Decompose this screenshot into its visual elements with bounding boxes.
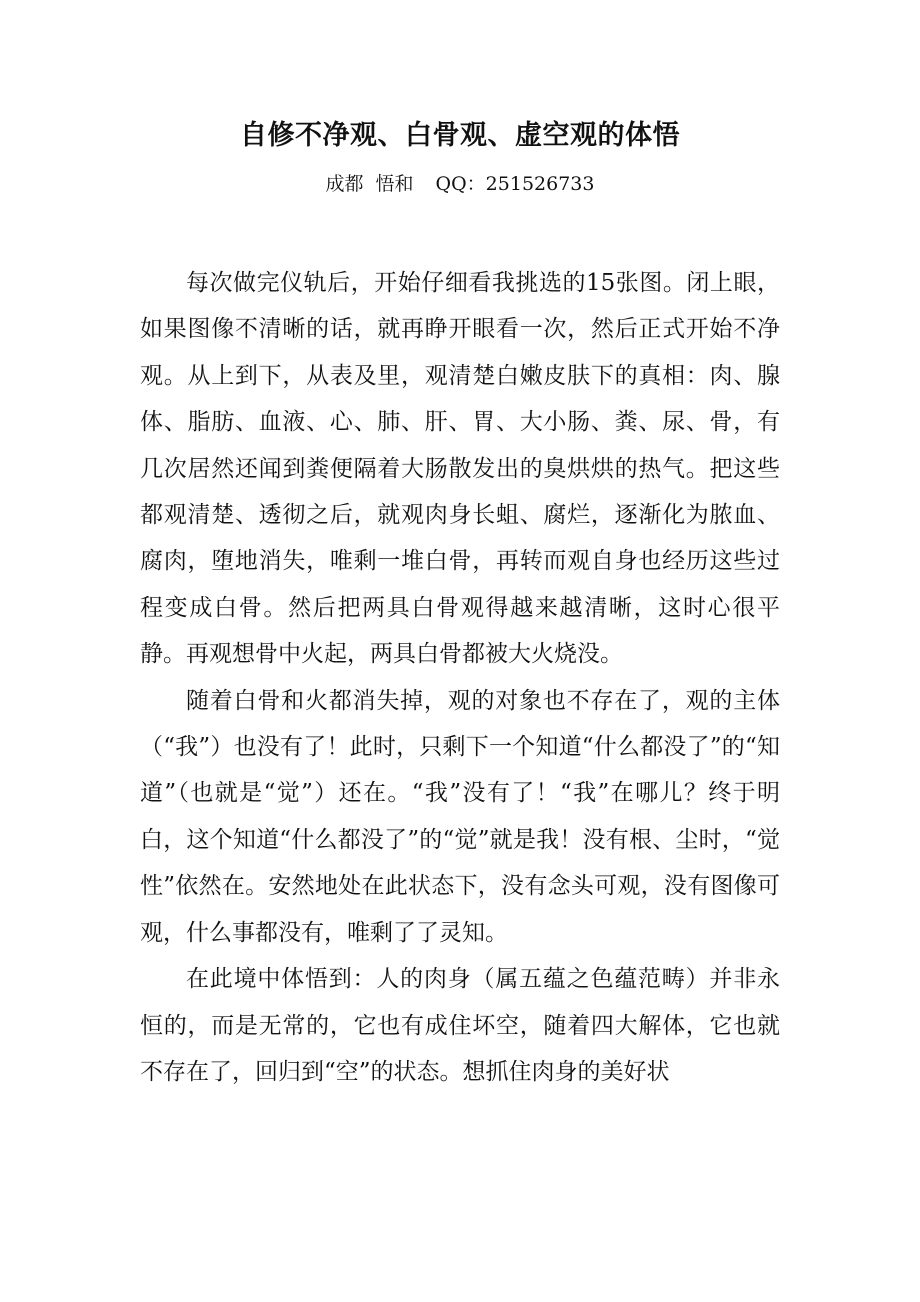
byline-place: 成都 bbox=[325, 173, 364, 195]
paragraph-2: 随着白骨和火都消失掉，观的对象也不存在了，观的主体（“我”）也没有了！此时，只剩下一个知道“什么都没了”的“知道”（也就是“觉”）还在。“我”没有了！“我”在哪儿？终于明白，这个知道“什么都没了”的“觉”就是我！没有根、尘时，“觉性”依然在。安然地处在此状态下，没有念头可观，没有图像可观，什么事都没有，唯剩了了灵知。 bbox=[140, 687, 780, 946]
document-title: 自修不净观、白骨观、虚空观的体悟 bbox=[240, 120, 680, 151]
paragraph-3: 在此境中体悟到：人的肉身（属五蕴之色蕴范畴）并非永恒的，而是无常的，它也有成住坏空，随着四大解体，它也就不存在了，回归到“空”的状态。想抓住肉身的美好状 bbox=[140, 966, 780, 1085]
document-body bbox=[140, 260, 780, 1095]
byline bbox=[0, 168, 920, 200]
byline-qq: QQ：251526733 bbox=[435, 173, 595, 195]
byline-author: 悟和 bbox=[375, 173, 414, 195]
paragraph-1: 每次做完仪轨后，开始仔细看我挑选的15张图。闭上眼，如果图像不清晰的话，就再睁开眼看一次，然后正式开始不净观。从上到下，从表及里，观清楚白嫩皮肤下的真相：肉、腺体、脂肪、血液、心、肺、肝、胃、大小肠、粪、尿、骨，有几次居然还闻到粪便隔着大肠散发出的臭烘烘的热气。把这些都观清楚、透彻之后，就观肉身长蛆、腐烂，逐渐化为脓血、腐肉，堕地消失，唯剩一堆白骨，再转而观自身也经历这些过程变成白骨。然后把两具白骨观得越来越清晰，这时心很平静。再观想骨中火起，两具白骨都被大火烧没。 bbox=[140, 270, 780, 668]
